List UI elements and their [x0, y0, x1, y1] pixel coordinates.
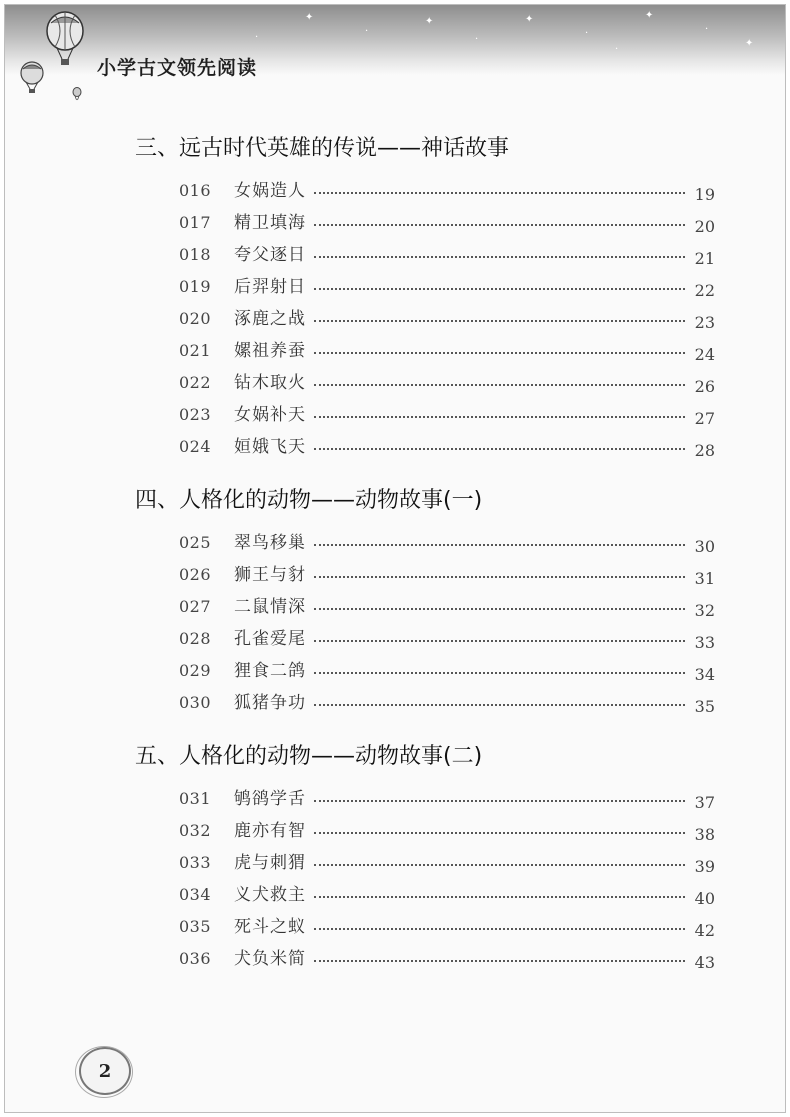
- dot-leader: [314, 946, 685, 962]
- dot-leader: [314, 562, 685, 578]
- entry-title: 鸲鹆学舌: [234, 789, 306, 809]
- entry-number: 025: [179, 533, 212, 552]
- entry-title: 夸父逐日: [234, 245, 306, 265]
- dot-leader: [314, 786, 685, 802]
- toc-entry[interactable]: [179, 911, 715, 943]
- toc-entry[interactable]: [179, 623, 715, 655]
- entry-page: 24: [694, 345, 715, 364]
- entry-page: 19: [694, 185, 715, 204]
- dot-leader: [314, 370, 685, 386]
- entry-title: 翠鸟移巢: [234, 533, 306, 553]
- toc-entry[interactable]: [179, 399, 715, 431]
- dot-leader: [314, 274, 685, 290]
- balloon-tiny-icon: [71, 87, 83, 103]
- entry-number: 021: [179, 341, 212, 360]
- entry-number: 022: [179, 373, 212, 392]
- section-title: 五、人格化的动物——动物故事(二): [135, 744, 483, 769]
- entry-number: 020: [179, 309, 212, 328]
- dot-leader: [314, 818, 685, 834]
- dot-leader: [314, 242, 685, 258]
- entry-title: 嫘祖养蚕: [234, 341, 306, 361]
- entry-page: 32: [694, 601, 715, 620]
- entry-page: 26: [694, 377, 715, 396]
- entry-number: 016: [179, 181, 212, 200]
- dot-leader: [314, 306, 685, 322]
- page-frame: [4, 4, 786, 1113]
- entry-page: 35: [694, 697, 715, 716]
- entry-page: 23: [694, 313, 715, 332]
- entry-number: 026: [179, 565, 212, 584]
- dot-leader: [314, 530, 685, 546]
- entry-number: 017: [179, 213, 212, 232]
- section-title: 四、人格化的动物——动物故事(一): [135, 488, 483, 513]
- entry-number: 033: [179, 853, 212, 872]
- dot-leader: [314, 690, 685, 706]
- entry-page: 34: [694, 665, 715, 684]
- entry-title: 孔雀爱尾: [234, 629, 306, 649]
- page-number: 2: [98, 1060, 112, 1082]
- entry-page: 20: [694, 217, 715, 236]
- entry-page: 42: [694, 921, 715, 940]
- dot-leader: [314, 338, 685, 354]
- entry-number: 030: [179, 693, 212, 712]
- entry-title: 姮娥飞天: [234, 437, 306, 457]
- entry-number: 023: [179, 405, 212, 424]
- book-title: 小学古文领先阅读: [97, 57, 258, 79]
- toc-entry[interactable]: [179, 431, 715, 463]
- entry-title: 狮王与豺: [234, 565, 306, 585]
- toc-entry[interactable]: [179, 815, 715, 847]
- entry-title: 女娲补天: [234, 405, 306, 425]
- entry-page: 21: [694, 249, 715, 268]
- toc-entry[interactable]: [179, 943, 715, 975]
- dot-leader: [314, 178, 685, 194]
- entry-page: 30: [694, 537, 715, 556]
- entry-number: 036: [179, 949, 212, 968]
- entry-number: 029: [179, 661, 212, 680]
- entry-page: 28: [694, 441, 715, 460]
- entry-page: 33: [694, 633, 715, 652]
- entry-title: 后羿射日: [234, 277, 306, 297]
- entry-page: 22: [694, 281, 715, 300]
- section-title: 三、远古时代英雄的传说——神话故事: [135, 136, 510, 161]
- toc-entry[interactable]: [179, 175, 715, 207]
- toc-entry[interactable]: [179, 591, 715, 623]
- entry-title: 鹿亦有智: [234, 821, 306, 841]
- toc-entry[interactable]: [179, 239, 715, 271]
- balloon-small-icon: [17, 61, 47, 97]
- entry-title: 二鼠情深: [234, 597, 306, 617]
- dot-leader: [314, 658, 685, 674]
- toc-entry[interactable]: [179, 783, 715, 815]
- dot-leader: [314, 850, 685, 866]
- toc-entry[interactable]: [179, 879, 715, 911]
- entry-page: 38: [694, 825, 715, 844]
- dot-leader: [314, 882, 685, 898]
- toc-entry[interactable]: [179, 847, 715, 879]
- entry-number: 018: [179, 245, 212, 264]
- entry-number: 031: [179, 789, 212, 808]
- entry-title: 狐猪争功: [234, 693, 306, 713]
- entry-page: 39: [694, 857, 715, 876]
- entry-page: 37: [694, 793, 715, 812]
- entry-number: 019: [179, 277, 212, 296]
- entry-title: 死斗之蚁: [234, 917, 306, 937]
- entry-number: 027: [179, 597, 212, 616]
- entry-title: 义犬救主: [234, 885, 306, 905]
- header-band: ✦ · ✦ · ✦ · ✦ · ✦ · ·: [5, 5, 785, 75]
- toc-entry[interactable]: [179, 271, 715, 303]
- toc-entry[interactable]: [179, 687, 715, 719]
- entry-page: 40: [694, 889, 715, 908]
- page-number-badge: [79, 1047, 131, 1095]
- toc-entry[interactable]: [179, 303, 715, 335]
- entry-page: 43: [694, 953, 715, 972]
- toc-entry[interactable]: [179, 527, 715, 559]
- dot-leader: [314, 402, 685, 418]
- toc-entry[interactable]: [179, 335, 715, 367]
- entry-number: 034: [179, 885, 212, 904]
- dot-leader: [314, 594, 685, 610]
- entry-number: 035: [179, 917, 212, 936]
- entry-title: 涿鹿之战: [234, 309, 306, 329]
- dot-leader: [314, 914, 685, 930]
- entry-page: 27: [694, 409, 715, 428]
- dot-leader: [314, 626, 685, 642]
- balloon-large-icon: [41, 11, 89, 69]
- dot-leader: [314, 210, 685, 226]
- entry-title: 女娲造人: [234, 181, 306, 201]
- entry-title: 钻木取火: [234, 373, 306, 393]
- entry-title: 犬负米简: [234, 949, 306, 969]
- entry-title: 狸食二鸽: [234, 661, 306, 681]
- entry-page: 31: [694, 569, 715, 588]
- toc-entry[interactable]: [179, 559, 715, 591]
- entry-number: 024: [179, 437, 212, 456]
- entry-number: 032: [179, 821, 212, 840]
- dot-leader: [314, 434, 685, 450]
- table-of-contents: [135, 133, 725, 975]
- toc-entry[interactable]: [179, 655, 715, 687]
- entry-title: 精卫填海: [234, 213, 306, 233]
- toc-entry[interactable]: [179, 367, 715, 399]
- entry-title: 虎与刺猬: [234, 853, 306, 873]
- toc-entry[interactable]: [179, 207, 715, 239]
- entry-number: 028: [179, 629, 212, 648]
